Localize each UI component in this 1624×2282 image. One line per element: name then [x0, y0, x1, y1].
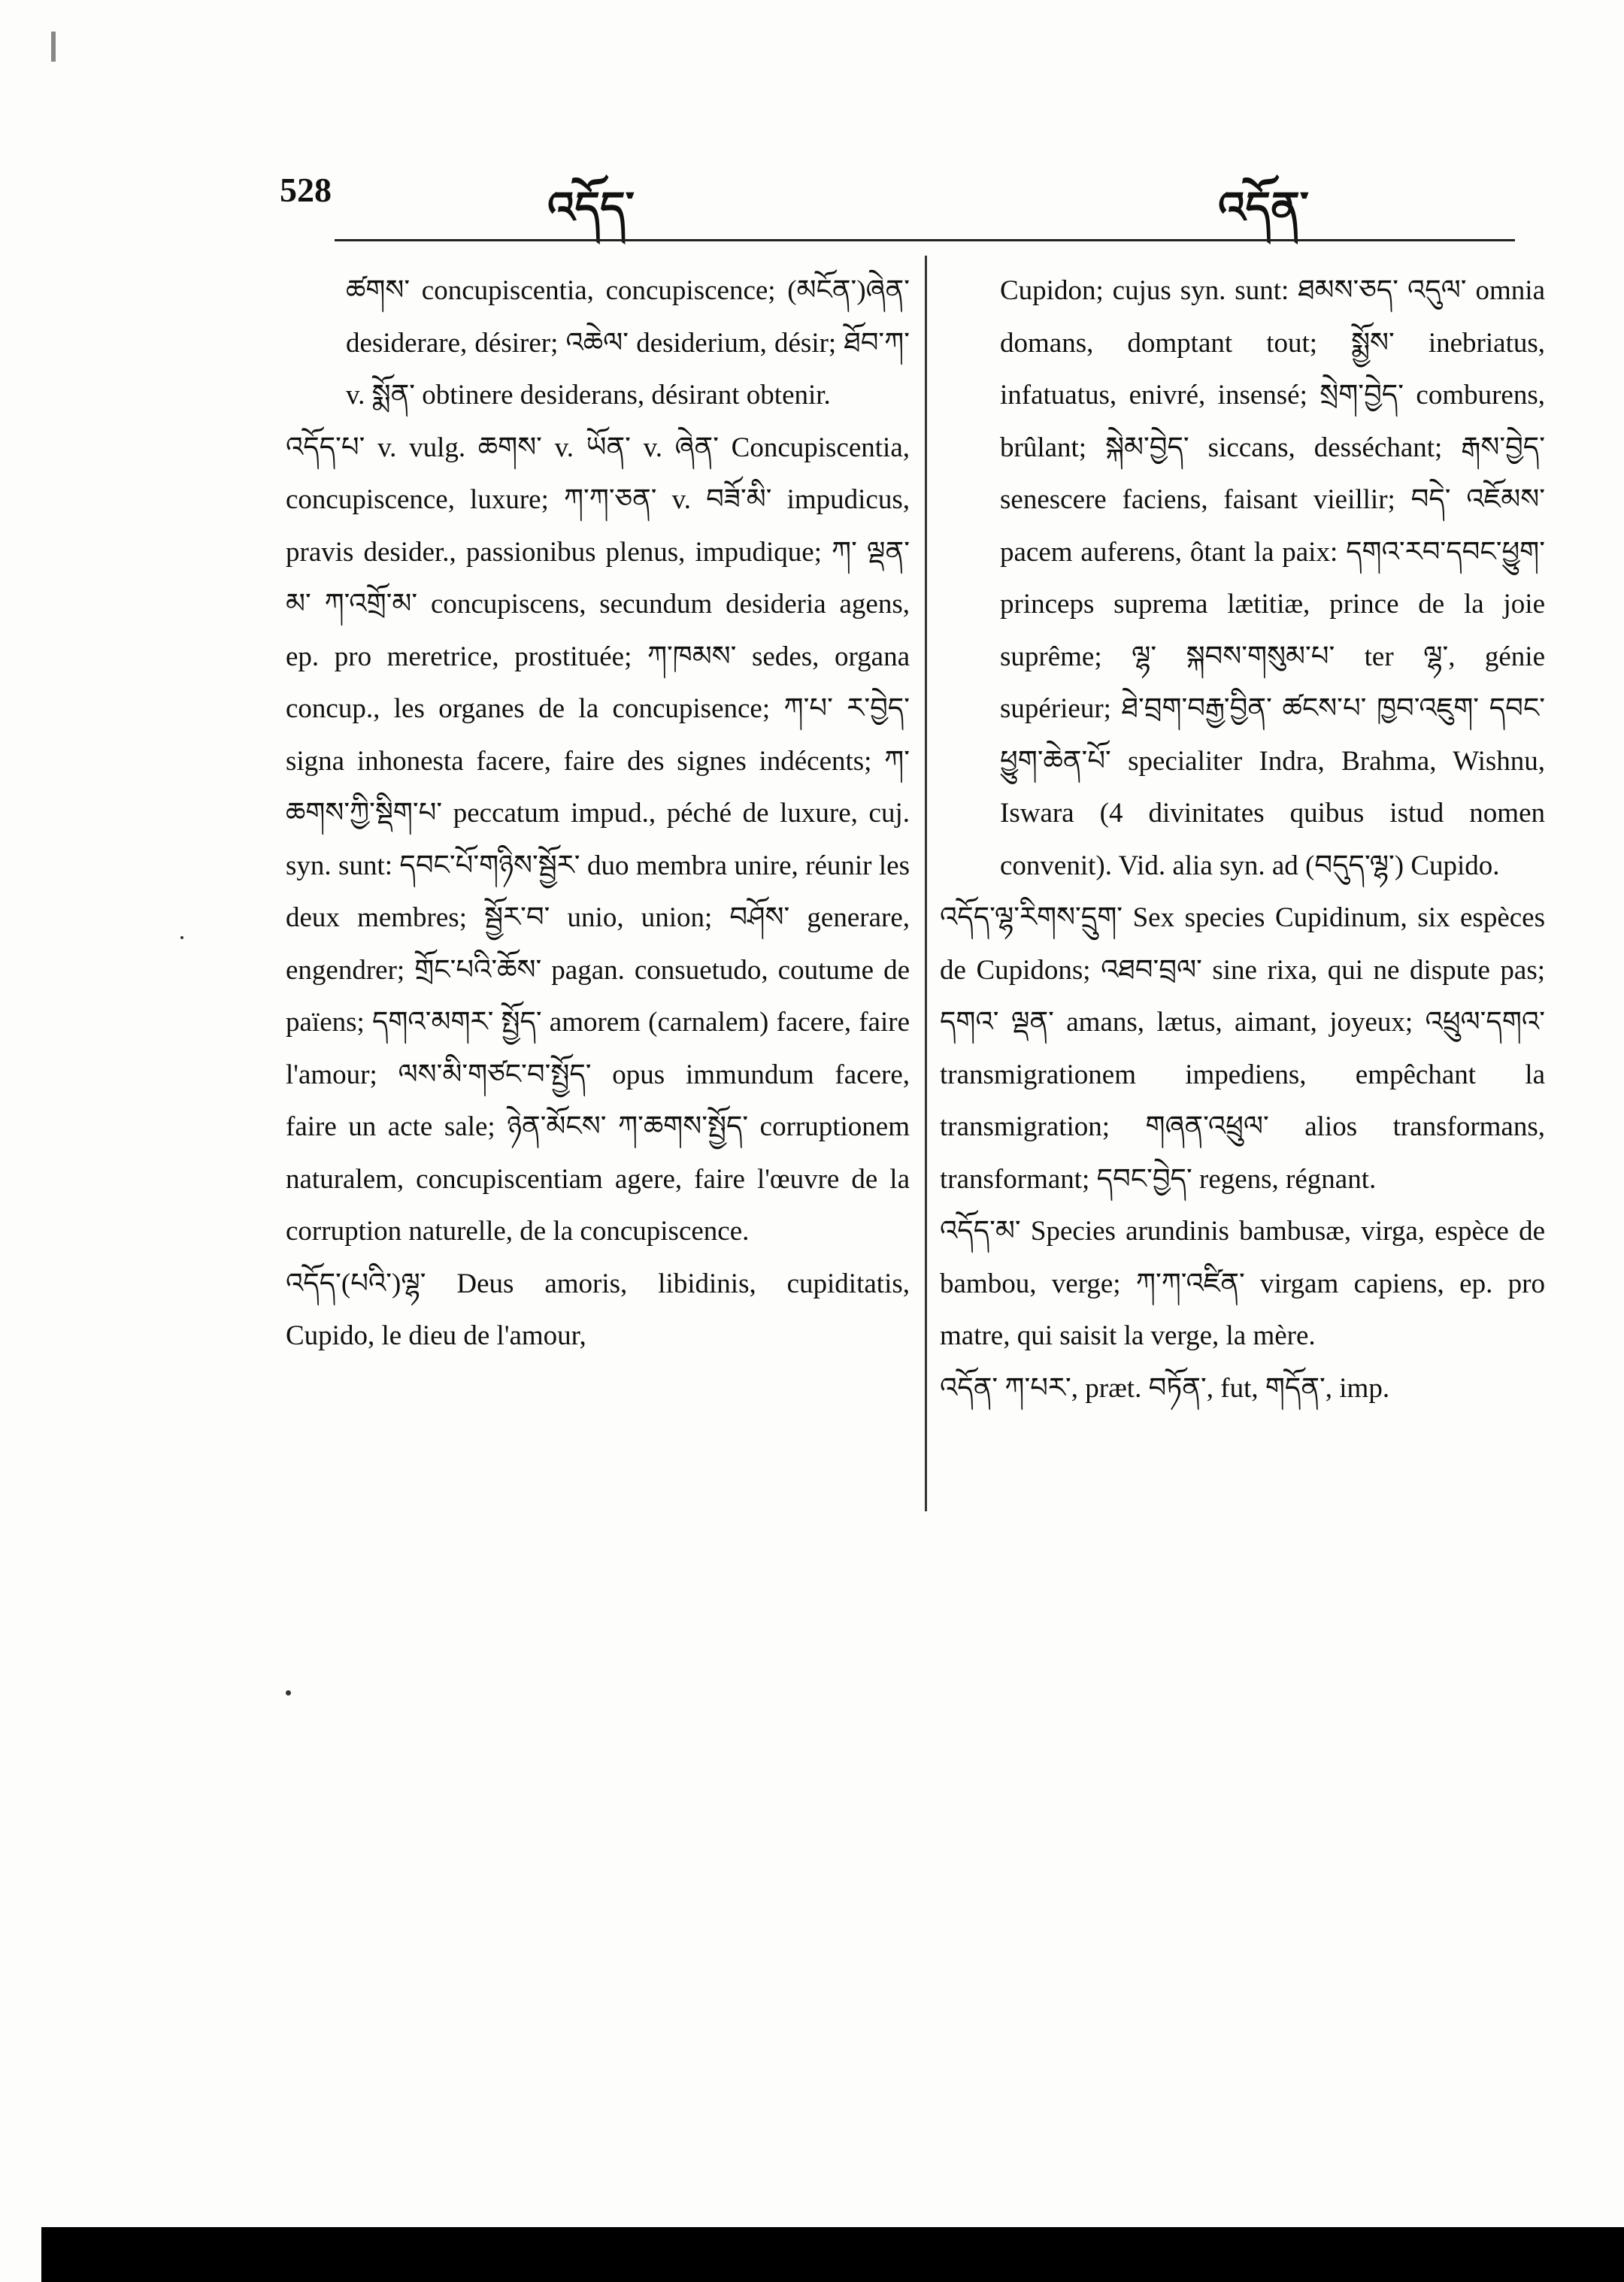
dictionary-entry: འདོན་ ཀ་པར་, præt. བཏོན་, fut, གདོན་, imp. [940, 1372, 1390, 1404]
header-rule [335, 239, 1515, 241]
dictionary-entry: ཚགས་ concupiscentia, concupiscence; (མངོན་)ཞེན་ desiderare, désirer; འཆེལ་ desiderium, désir; ཐོབ་ཀ་ v. སྨོན་ obtinere desiderans, désirant obtenir. [346, 275, 910, 411]
page-number: 528 [280, 171, 332, 209]
scan-bottom-bar [41, 2227, 1624, 2282]
dictionary-entry: Cupidon; cujus syn. sunt: ཐམས་ཅད་ འདུལ་ omnia domans, domptant tout; སྨྱོས་ inebriatus, infatuatus, enivré, insensé; སྲེག་བྱེད་ comburens, brûlant; སྐེམ་བྱེད་ siccans, desséchant; རྒས་བྱེད་ senescere faciens, faisant vieillir; བདེ་ འཇོམས་ pacem auferens, ôtant la paix: དགའ་རབ་དབང་ཕྱུག་ princeps suprema lætitiæ, prince de la joie suprême; ལྷ་ སྐབས་གསུམ་པ་ ter ལྷ་, génie supérieur; ཐེ་བྲག་བརྒྱ་བྱིན་ ཚངས་པ་ ཁྱབ་འཇུག་ དབང་ཕྱུག་ཆེན་པོ་ specialiter Indra, Brahma, Wishnu, Iswara (4 divinitates quibus istud nomen convenit). Vid. alia syn. ad (བདུད་ལྷ་) Cupido. [1000, 275, 1545, 881]
right-column [940, 265, 1545, 1414]
left-column [286, 265, 910, 1362]
running-head-right: འདོན་ [1218, 182, 1309, 233]
ink-speck [286, 1690, 291, 1696]
dictionary-entry: འདོད་མ་ Species arundinis bambusæ, virga, espèce de bambou, verge; ཀ་ཀ་འཛིན་ virgam capiens, ep. pro matre, qui saisit la verge, la mère. [940, 1216, 1545, 1351]
dictionary-entry: འདོད་ལྷ་རིགས་དྲུག་ Sex species Cupidinum, six espèces de Cupidons; འཐབ་བྲལ་ sine rixa, qui ne dispute pas; དགའ་ ལྡན་ amans, lætus, aimant, joyeux; འཕྲུལ་དགའ་ transmigrationem impediens, empêchant la transmigration; གཞན་འཕྲུལ་ alios transformans, transformant; དབང་བྱེད་ regens, régnant. [940, 902, 1545, 1195]
column-divider [925, 256, 927, 1511]
running-head-left: འདོད་ [547, 182, 635, 233]
dictionary-entry: འདོད་པ་ v. vulg. ཆགས་ v. ཡོན་ v. ཞེན་ Concupiscentia, concupiscence, luxure; ཀ་ཀ་ཅན་ v. བཟོ་མི་ impudicus, pravis desider., passionibus plenus, impudique; ཀ་ ལྡན་མ་ ཀ་འགྲོ་མ་ concupiscens, secundum desideria agens, ep. pro meretrice, prostituée; ཀ་ཁམས་ sedes, organa concup., les organes de la concupisence; ཀ་པ་ ར་བྱེད་ signa inhonesta facere, faire des signes indécents; ཀ་ཆགས་ཀྱི་སྡིག་པ་ peccatum impud., péché de luxure, cuj. syn. sunt: དབང་པོ་གཉིས་སྦྱོར་ duo membra unire, réunir les deux membres; སྦྱོར་བ་ unio, union; བཤོས་ generare, engendrer; གྲོང་པའི་ཆོས་ pagan. consuetudo, coutume de païens; དགའ་མགར་ སྤྱོད་ amorem (carnalem) facere, faire l'amour; ལས་མི་གཙང་བ་སྤྱོད་ opus immundum facere, faire un acte sale; ཉེན་མོངས་ ཀ་ཆགས་སྤྱོད་ corruptionem naturalem, concupiscentiam agere, faire l'œuvre de la corruption naturelle, de la concupiscence. [286, 432, 910, 1247]
dictionary-entry: འདོད་(པའི་)ལྷ་ Deus amoris, libidinis, cupiditatis, Cupido, le dieu de l'amour, [286, 1268, 910, 1351]
scan-edge-mark [51, 32, 56, 62]
ink-speck [180, 936, 183, 939]
